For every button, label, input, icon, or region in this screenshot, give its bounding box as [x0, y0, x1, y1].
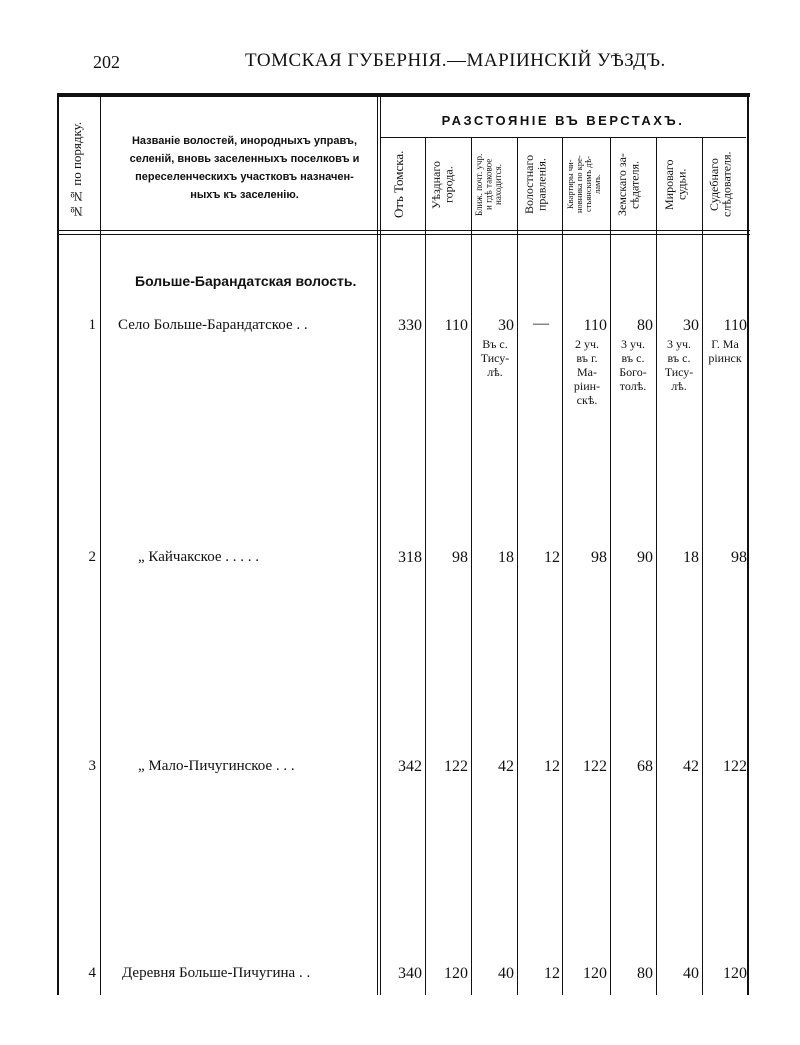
- row-name: „ Кайчакское . . . . .: [138, 549, 260, 565]
- value-uezd-town: 122: [444, 758, 468, 775]
- row-number: 3: [88, 758, 96, 774]
- header-col-8: Судебнаго слѣдователя.: [707, 151, 734, 218]
- table-top-rule: [57, 93, 750, 97]
- value-peasant-official: 120: [583, 965, 607, 982]
- value-zemsky-assessor: 68: [637, 758, 653, 775]
- value-uezd-town: 98: [452, 549, 468, 566]
- value-peasant-official: 122: [583, 758, 607, 775]
- col-rule-name-2: [380, 95, 381, 995]
- note-zemsky-assessor: 3 уч. въ с. Бого- толѣ.: [619, 337, 647, 393]
- header-name: Названіе волостей, инородныхъ управъ, селеній, вновь заселенныхъ поселковъ и переселенческихъ участковъ назначен- ныхъ къ заселенію.: [129, 135, 360, 201]
- header-col-4: Волостнаго правленія.: [522, 154, 549, 215]
- header-bottom-rule-2: [57, 234, 750, 235]
- header-distance-group: РАЗСТОЯНІЕ ВЪ ВЕРСТАХЪ.: [441, 113, 685, 128]
- row-number: 1: [88, 317, 96, 333]
- value-peasant-official: 98: [591, 549, 607, 566]
- value-from-tomsk: 330: [398, 317, 422, 334]
- value-volost-board: 12: [544, 965, 560, 982]
- note-peasant-official: 2 уч. въ г. Ма- ріин- скѣ.: [573, 337, 601, 407]
- col-rule-num: [100, 95, 101, 995]
- row-number: 2: [88, 549, 96, 565]
- value-zemsky-assessor: 80: [637, 965, 653, 982]
- value-investigator: 110: [723, 317, 747, 334]
- value-zemsky-assessor: 80: [637, 317, 653, 334]
- value-post-office: 40: [498, 965, 514, 982]
- col-rule-right: [747, 95, 749, 995]
- row-name: Деревня Больше-Пичугина . .: [122, 965, 311, 981]
- value-volost-board: 12: [544, 758, 560, 775]
- running-head: ТОМСКАЯ ГУБЕРНІЯ.—МАРІИНСКІЙ УѢЗДЪ.: [245, 50, 666, 71]
- header-bottom-rule: [57, 230, 750, 231]
- value-volost-board: 12: [544, 549, 560, 566]
- value-justice: 18: [683, 549, 699, 566]
- page-number: 202: [93, 52, 120, 72]
- row-number: 4: [88, 965, 96, 981]
- value-volost-board: —: [533, 315, 549, 332]
- header-order: №№ по порядку.: [69, 121, 84, 219]
- header-col-1: Отъ Томска.: [391, 150, 406, 219]
- note-post-office: Въ с. Тису- лѣ.: [480, 337, 510, 379]
- value-post-office: 30: [498, 317, 514, 334]
- row-name: Село Больше-Барандатское . .: [118, 317, 308, 333]
- value-from-tomsk: 318: [398, 549, 422, 566]
- col-rule-left: [57, 95, 59, 995]
- value-peasant-official: 110: [583, 317, 607, 334]
- row-name: „ Мало-Пичугинское . . .: [138, 758, 295, 774]
- header-col-5: Квартиры чи- новника по кре- стьянскимъ дѣ- ламъ.: [565, 155, 602, 214]
- value-zemsky-assessor: 90: [637, 549, 653, 566]
- value-from-tomsk: 340: [398, 965, 422, 982]
- col-rule-name: [377, 95, 378, 995]
- value-from-tomsk: 342: [398, 758, 422, 775]
- header-col-6: Земскаго за- сѣдателя.: [615, 153, 642, 216]
- value-justice: 30: [683, 317, 699, 334]
- value-investigator: 120: [723, 965, 747, 982]
- value-justice: 42: [683, 758, 699, 775]
- header-col-2: Уѣзднаго города.: [429, 160, 456, 209]
- distance-group-rule: [380, 137, 746, 138]
- value-investigator: 122: [723, 758, 747, 775]
- note-investigator: Г. Ма ріинск: [708, 337, 742, 365]
- value-uezd-town: 110: [444, 317, 468, 334]
- note-justice: 3 уч. въ с. Тису- лѣ.: [664, 337, 694, 393]
- value-post-office: 18: [498, 549, 514, 566]
- header-col-7: Мироваго судьи.: [662, 159, 689, 210]
- value-investigator: 98: [731, 549, 747, 566]
- value-uezd-town: 120: [444, 965, 468, 982]
- value-justice: 40: [683, 965, 699, 982]
- header-col-3: Ближ. почт. учр. и гдѣ таковое находится.: [474, 153, 503, 216]
- value-post-office: 42: [498, 758, 514, 775]
- section-title: Больше-Барандатская волость.: [135, 273, 357, 289]
